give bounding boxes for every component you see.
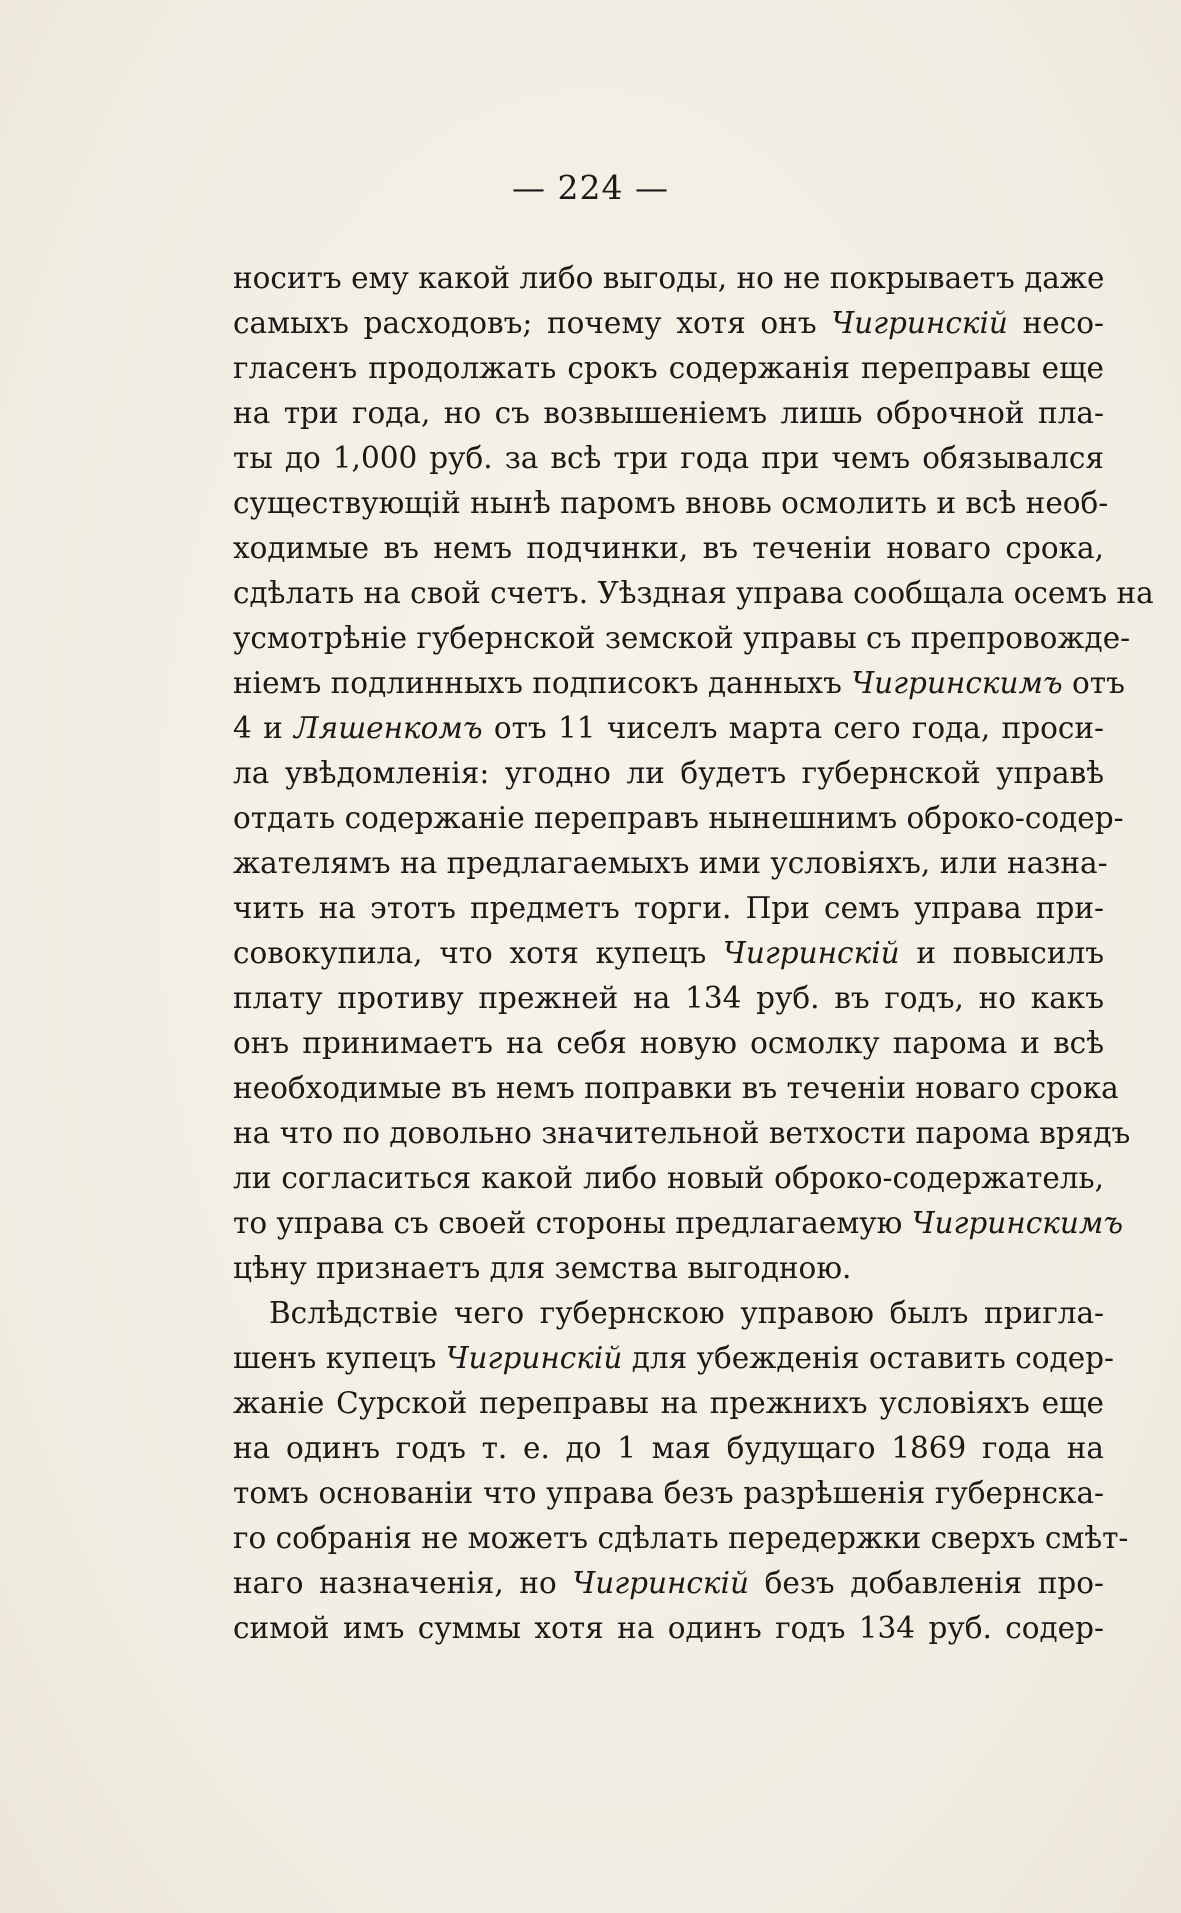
- text-segment: ніемъ подлинныхъ подписокъ данныхъ: [233, 666, 852, 700]
- text-line: [233, 481, 1109, 526]
- text-segment: носитъ ему какой либо выгоды, но не покрываетъ даже: [233, 261, 1105, 295]
- text-line: [233, 1471, 1104, 1516]
- text-line: [233, 256, 1104, 301]
- text-segment: ли согласиться какой либо новый оброко-содержатель,: [233, 1161, 1104, 1195]
- text-line: [233, 1606, 1104, 1651]
- text-line: [233, 1291, 1104, 1336]
- text-segment: чить на этотъ предметъ торги. При семъ управа при-: [233, 891, 1104, 925]
- text-line: [233, 301, 1104, 346]
- text-segment: цѣну признаетъ для земства выгодною.: [233, 1251, 852, 1285]
- text-segment: ла увѣдомленія: угодно ли будетъ губернской управѣ: [233, 756, 1104, 790]
- text-segment: ты до 1,000 руб. за всѣ три года при чемъ обязывался: [233, 441, 1104, 475]
- text-line: [233, 931, 1104, 976]
- text-segment: на три года, но съ возвышеніемъ лишь оброчной пла-: [233, 396, 1104, 430]
- text-line: [233, 616, 1131, 661]
- body-text: [233, 256, 1154, 1651]
- text-segment: отъ: [1062, 666, 1125, 700]
- surname-italic: Чигринскимъ: [911, 1206, 1123, 1240]
- text-line: [233, 1561, 1104, 1606]
- text-segment: Вслѣдствіе чего губернскою управою былъ пригла-: [269, 1296, 1104, 1330]
- text-segment: существующій нынѣ паромъ вновь осмолить и всѣ необ-: [233, 486, 1109, 520]
- text-line: [233, 436, 1104, 481]
- page-number: — 224 —: [512, 168, 669, 207]
- text-segment: сдѣлать на свой счетъ. Уѣздная управа сообщала осемъ на: [233, 576, 1154, 610]
- text-line: [233, 796, 1124, 841]
- text-segment: для убежденія оставить содер-: [622, 1341, 1115, 1375]
- text-segment: необходимые въ немъ поправки въ теченіи новаго срока: [233, 1071, 1119, 1105]
- text-segment: самыхъ расходовъ; почему хотя онъ: [233, 306, 832, 340]
- text-segment: наго назначенія, но: [233, 1566, 573, 1600]
- surname-italic: Чигринскимъ: [851, 666, 1063, 700]
- text-segment: безъ добавленія про-: [749, 1566, 1104, 1600]
- text-line: [233, 1516, 1129, 1561]
- text-line: [233, 571, 1154, 616]
- surname-italic: Чигринскій: [831, 306, 1008, 340]
- text-segment: томъ основаніи что управа безъ разрѣшенія губернска-: [233, 1476, 1104, 1510]
- text-segment: жаніе Сурской переправы на прежнихъ условіяхъ еще: [233, 1386, 1104, 1420]
- text-line: [233, 1111, 1131, 1156]
- text-line: [233, 391, 1104, 436]
- text-segment: симой имъ суммы хотя на одинъ годъ 134 руб. содер-: [233, 1611, 1104, 1645]
- text-segment: онъ принимаетъ на себя новую осмолку парома и всѣ: [233, 1026, 1104, 1060]
- text-line: [233, 1426, 1104, 1471]
- text-line: [233, 346, 1104, 391]
- surname-italic: Чигринскій: [572, 1566, 749, 1600]
- text-line: [233, 976, 1104, 1021]
- text-line: [233, 1246, 1104, 1291]
- text-line: [233, 1066, 1119, 1111]
- text-segment: отдать содержаніе переправъ нынешнимъ оброко-содер-: [233, 801, 1124, 835]
- text-line: [233, 751, 1104, 796]
- surname-italic: Чигринскій: [445, 1341, 623, 1375]
- text-segment: несо-: [1007, 306, 1104, 340]
- text-segment: то управа съ своей стороны предлагаемую: [233, 1206, 912, 1240]
- surname-italic: Чигринскій: [723, 936, 900, 970]
- text-line: [233, 661, 1125, 706]
- text-line: [233, 1336, 1115, 1381]
- text-segment: шенъ купецъ: [233, 1341, 446, 1375]
- text-line: [233, 526, 1104, 571]
- text-segment: отъ 11 чиселъ марта сего года, проси-: [482, 711, 1105, 745]
- text-segment: на одинъ годъ т. е. до 1 мая будущаго 1869 года на: [233, 1431, 1104, 1465]
- text-segment: гласенъ продолжать срокъ содержанія переправы еще: [233, 351, 1104, 385]
- text-segment: на что по довольно значительной ветхости парома врядъ: [233, 1116, 1131, 1150]
- text-line: [233, 1381, 1104, 1426]
- text-line: [233, 1021, 1104, 1066]
- text-segment: совокупила, что хотя купецъ: [233, 936, 724, 970]
- text-line: [233, 886, 1104, 931]
- text-segment: и повысилъ: [899, 936, 1104, 970]
- text-segment: го собранія не можетъ сдѣлать передержки сверхъ смѣт-: [233, 1521, 1129, 1555]
- text-line: [233, 1156, 1104, 1201]
- text-segment: 4 и: [233, 711, 295, 745]
- text-line: [233, 1201, 1123, 1246]
- text-line: [233, 706, 1104, 751]
- text-segment: жателямъ на предлагаемыхъ ими условіяхъ, или назна-: [233, 846, 1108, 880]
- text-line: [233, 841, 1108, 886]
- text-segment: усмотрѣніе губернской земской управы съ препровожде-: [233, 621, 1131, 655]
- surname-italic: Ляшенкомъ: [294, 711, 483, 745]
- text-segment: ходимые въ немъ подчинки, въ теченіи новаго срока,: [233, 531, 1104, 565]
- text-segment: плату противу прежней на 134 руб. въ годъ, но какъ: [233, 981, 1104, 1015]
